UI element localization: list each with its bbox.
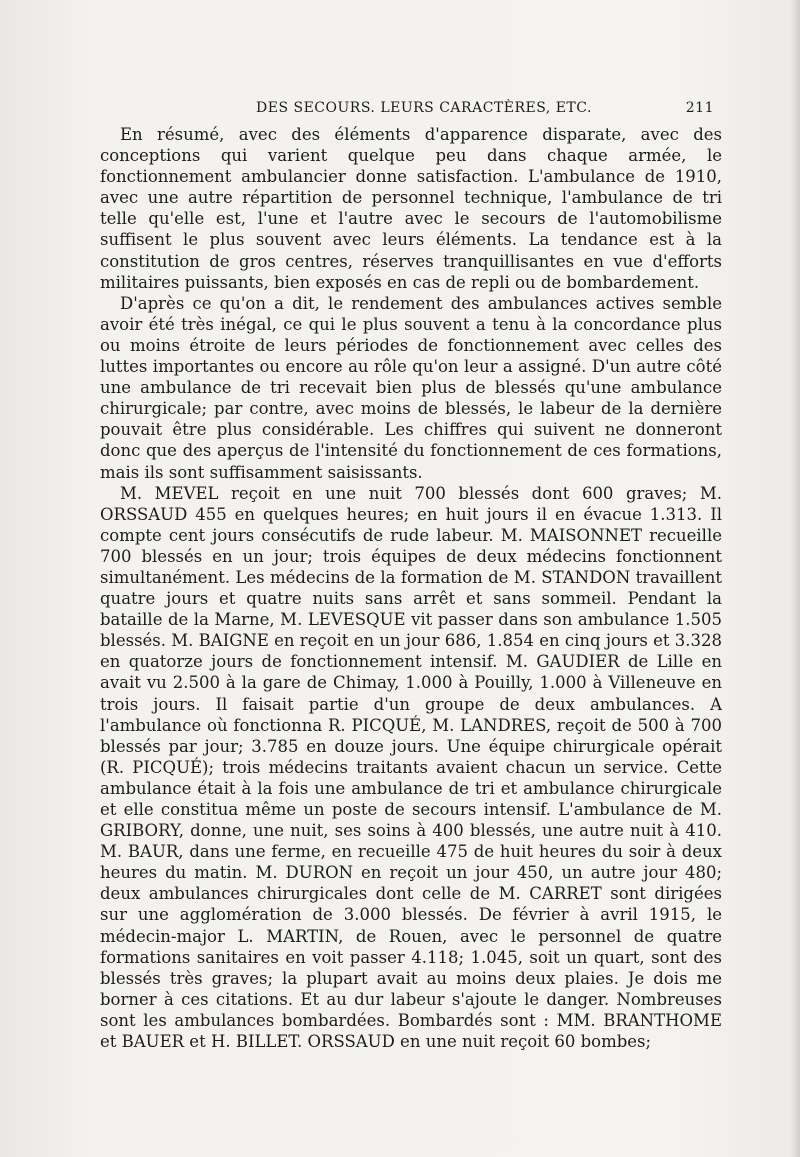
paragraph: En résumé, avec des éléments d'apparence disparate, avec des conceptions qui varient quelque peu dans chaque armée, le fonctionnement ambulancier donne satisfaction. L'ambulance de 1910, avec une autre répartition de personnel technique, l'ambulance de tri telle qu'elle est, l'une et l'autre avec le secours de l'automobilisme suffisent le plus souvent avec leurs éléments. La tendance est à la constitution de gros centres, réserves tranquillisantes en vue d'efforts militaires puissants, bien exposés en cas de repli ou de bombardement. [100,125,722,292]
page-number: 211 [685,100,714,116]
page-body [100,124,722,1139]
page-header [118,100,714,124]
page-edge-shadow [790,0,800,1157]
paragraph: M. MEVEL reçoit en une nuit 700 blessés dont 600 graves; M. ORSSAUD 455 en quelques heures; en huit jours il en évacue 1.313. Il compte cent jours consécutifs de rude labeur. M. MAISONNET recueille 700 blessés en un jour; trois équipes de deux médecins fonctionnent simultanément. Les médecins de la formation de M. STANDON travaillent quatre jours et quatre nuits sans arrêt et sans sommeil. Pendant la bataille de la Marne, M. LEVESQUE vit passer dans son ambulance 1.505 blessés. M. BAIGNE en reçoit en un jour 686, 1.854 en cinq jours et 3.328 en quatorze jours de fonctionnement intensif. M. GAUDIER de Lille en avait vu 2.500 à la gare de Chimay, 1.000 à Pouilly, 1.000 à Villeneuve en trois jours. Il faisait partie d'un groupe de deux ambulances. A l'ambulance où fonctionna R. PICQUÉ, M. LANDRES, reçoit de 500 à 700 blessés par jour; 3.785 en douze jours. Une équipe chirurgicale opérait (R. PICQUÉ); trois médecins traitants avaient chacun un service. Cette ambulance était à la fois une ambulance de tri et ambulance chirurgicale et elle constitua même un poste de secours intensif. L'ambulance de M. GRIBORY, donne, une nuit, ses soins à 400 blessés, une autre nuit à 410. M. BAUR, dans une ferme, en recueille 475 de huit heures du soir à deux heures du matin. M. DURON en reçoit un jour 450, un autre jour 480; deux ambulances chirurgicales dont celle de M. CARRET sont dirigées sur une agglomération de 3.000 blessés. De février à avril 1915, le médecin-major L. MARTIN, de Rouen, avec le personnel de quatre formations sanitaires en voit passer 4.118; 1.045, soit un quart, sont des blessés très graves; la plupart avait au moins deux plaies. Je dois me borner à ces citations. Et au dur labeur s'ajoute le danger. Nombreuses sont les ambulances bombardées. Bombardés sont : MM. BRANTHOME et BAUER et H. BILLET. ORSSAUD en une nuit reçoit 60 bombes; [100,483,722,1052]
running-title: DES SECOURS. LEURS CARACTÈRES, ETC. [256,100,592,116]
paragraph: D'après ce qu'on a dit, le rendement des ambulances actives semble avoir été très inégal, ce qui le plus souvent a tenu à la concordance plus ou moins étroite de leurs périodes de fonctionnement avec celles des luttes importantes ou encore au rôle qu'on leur a assigné. D'un autre côté une ambulance de tri recevait bien plus de blessés qu'une ambulance chirurgicale; par contre, avec moins de blessés, le labeur de la dernière pouvait être plus considérable. Les chiffres qui suivent ne donneront donc que des aperçus de l'intensité du fonctionnement de ces formations, mais ils sont suffisamment saisissants. [100,293,722,482]
